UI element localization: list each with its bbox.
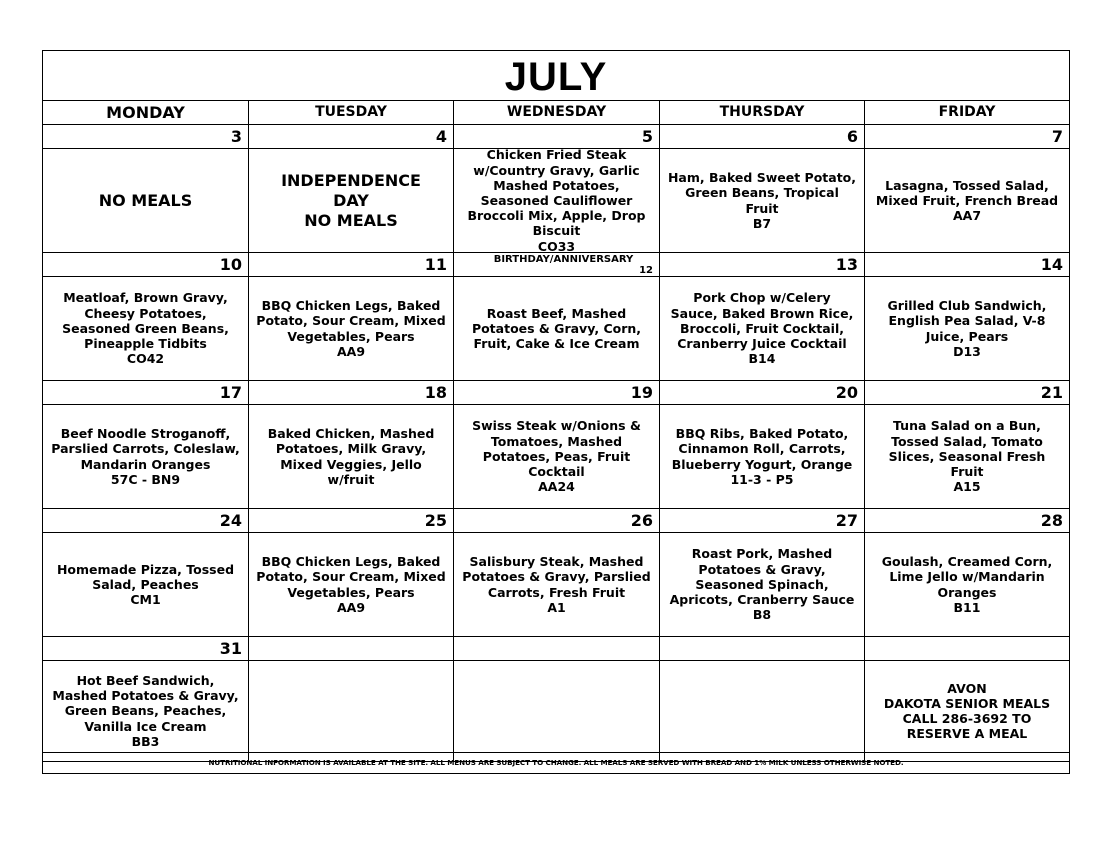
meal-text: Hot Beef Sandwich, Mashed Potatoes & Gravy, Green Beans, Peaches, Vanilla Ice Cream BB3 [52,672,239,749]
meal-cell [249,405,454,509]
meal-cell [454,277,660,381]
birthday-date-cell [454,253,660,277]
date-number: 7 [865,125,1069,149]
day-header-thursday: THURSDAY [660,101,865,125]
meal-cell [660,277,865,381]
meal-text: Goulash, Creamed Corn, Lime Jello w/Mandarin Oranges B11 [881,554,1053,615]
meal-cell [660,405,865,509]
date-number: 17 [43,381,249,405]
meal-text: BBQ Ribs, Baked Potato, Cinnamon Roll, Carrots, Blueberry Yogurt, Orange 11-3 - P5 [671,426,853,487]
meal-cell [454,405,660,509]
meal-cell [43,661,249,762]
meal-text: Baked Chicken, Mashed Potatoes, Milk Gravy, Mixed Veggies, Jello w/fruit [267,426,435,487]
meal-cell [865,277,1069,381]
meal-cell [249,149,454,253]
meal-cell [43,149,249,253]
meal-text: Grilled Club Sandwich, English Pea Salad, V-8 Juice, Pears D13 [887,298,1047,359]
menu-calendar [42,50,1070,774]
meal-text: BBQ Chicken Legs, Baked Potato, Sour Cream, Mixed Vegetables, Pears AA9 [256,554,446,615]
date-number: 5 [454,125,660,149]
meal-text: Beef Noodle Stroganoff, Parslied Carrots, Coleslaw, Mandarin Oranges 57C - BN9 [51,426,240,487]
date-number: 3 [43,125,249,149]
meal-cell [249,533,454,637]
calendar-grid [43,101,1069,762]
meal-cell [249,277,454,381]
meal-cell [660,533,865,637]
date-number: 28 [865,509,1069,533]
date-number: 4 [249,125,454,149]
meal-text: AVON DAKOTA SENIOR MEALS CALL 286-3692 TO RESERVE A MEAL [883,680,1051,742]
meal-text: Meatloaf, Brown Gravy, Cheesy Potatoes, Seasoned Green Beans, Pineapple Tidbits CO42 [62,290,229,367]
date-number: 13 [660,253,865,277]
date-number [660,637,865,661]
meal-cell [454,533,660,637]
meal-text: Swiss Steak w/Onions & Tomatoes, Mashed Potatoes, Peas, Fruit Cocktail AA24 [472,418,641,495]
date-number [249,637,454,661]
meal-cell [43,405,249,509]
meal-cell [865,661,1069,762]
meal-cell [454,661,660,762]
meal-text: Roast Pork, Mashed Potatoes & Gravy, Seasoned Spinach, Apricots, Cranberry Sauce B8 [669,546,855,623]
meal-cell [660,661,865,762]
date-number: 12 [639,265,653,276]
date-number: 26 [454,509,660,533]
meal-cell [865,149,1069,253]
date-number: 25 [249,509,454,533]
meal-cell [43,533,249,637]
date-number: 11 [249,253,454,277]
meal-text: Lasagna, Tossed Salad, Mixed Fruit, French Bread AA7 [875,177,1059,224]
date-number: 19 [454,381,660,405]
meal-cell [865,405,1069,509]
date-number: 6 [660,125,865,149]
day-header-friday: FRIDAY [865,101,1069,125]
day-header-monday: MONDAY [43,101,249,125]
meal-cell [249,661,454,762]
date-number [865,637,1069,661]
day-header-tuesday: TUESDAY [249,101,454,125]
date-number: 27 [660,509,865,533]
meal-text: Salisbury Steak, Mashed Potatoes & Gravy, Parslied Carrots, Fresh Fruit A1 [462,554,651,615]
date-number: 10 [43,253,249,277]
month-title: JULY [43,51,1069,101]
meal-text: Ham, Baked Sweet Potato, Green Beans, Tropical Fruit B7 [667,170,857,231]
date-number: 31 [43,637,249,661]
meal-cell [865,533,1069,637]
meal-text: INDEPENDENCE DAY NO MEALS [281,170,421,230]
date-number: 18 [249,381,454,405]
meal-cell [43,277,249,381]
day-header-wednesday: WEDNESDAY [454,101,660,125]
date-number: 14 [865,253,1069,277]
meal-text: Tuna Salad on a Bun, Tossed Salad, Tomato Slices, Seasonal Fresh Fruit A15 [888,418,1046,495]
date-number: 21 [865,381,1069,405]
date-number [454,637,660,661]
meal-text: NO MEALS [98,190,193,210]
footnote: NUTRITIONAL INFORMATION IS AVAILABLE AT THE SITE. ALL MENUS ARE SUBJECT TO CHANGE. ALL MEALS ARE SERVED WITH BREAD AND 1% MILK UNLESS OTHERWISE NOTED. [43,752,1069,773]
meal-cell [454,149,660,253]
meal-text: Chicken Fried Steak w/Country Gravy, Garlic Mashed Potatoes, Seasoned Cauliflower Broccoli Mix, Apple, Drop Biscuit CO33 [467,147,646,254]
meal-text: Homemade Pizza, Tossed Salad, Peaches CM1 [56,561,235,608]
date-number: 20 [660,381,865,405]
meal-text: BBQ Chicken Legs, Baked Potato, Sour Cream, Mixed Vegetables, Pears AA9 [256,298,446,359]
meal-cell [660,149,865,253]
birthday-anniversary-label: BIRTHDAY/ANNIVERSARY [493,254,634,265]
date-number: 24 [43,509,249,533]
meal-text: Roast Beef, Mashed Potatoes & Gravy, Corn, Fruit, Cake & Ice Cream [471,305,642,352]
meal-text: Pork Chop w/Celery Sauce, Baked Brown Rice, Broccoli, Fruit Cocktail, Cranberry Juice Cocktail B14 [670,290,854,367]
